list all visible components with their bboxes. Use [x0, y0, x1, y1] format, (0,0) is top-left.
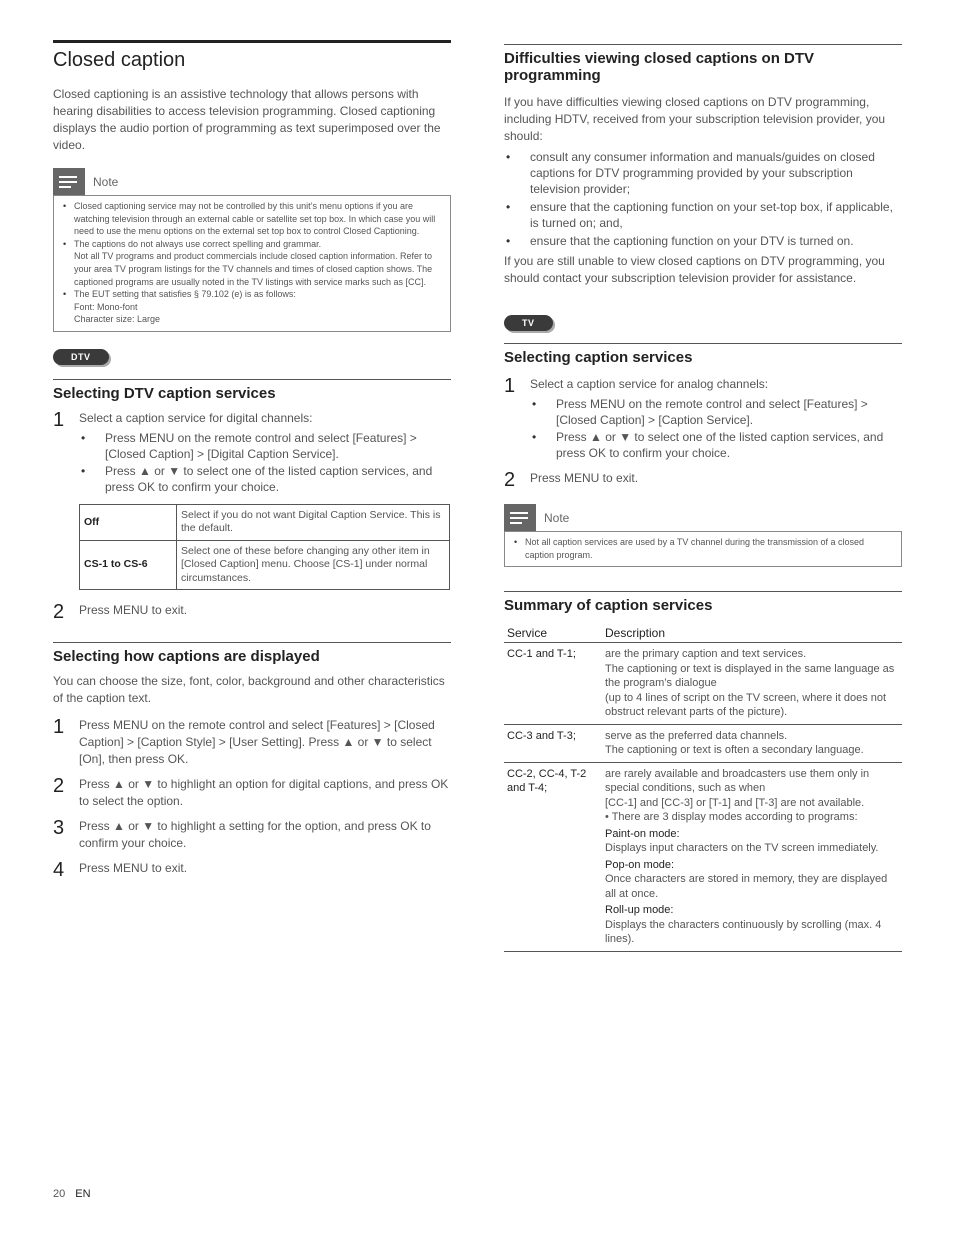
list-item: • ensure that the captioning function on your DTV is turned on.: [530, 233, 902, 249]
table-row: [80, 504, 450, 540]
mode-name: Pop-on mode:: [605, 858, 675, 871]
table-cell-key: CS-1 to CS-6: [80, 540, 177, 590]
table-row: [80, 540, 450, 590]
sub-item: • Press ▲ or ▼ to select one of the listed caption services, and press OK to confirm your choice.: [105, 463, 451, 495]
description-cell: [602, 762, 902, 951]
description-line: • There are 3 display modes according to programs:: [605, 811, 858, 824]
step-text: Press ▲ or ▼ to highlight an option for digital captions, and press OK to select the option.: [79, 777, 449, 809]
right-column: [504, 44, 902, 952]
table-cell-key: Off: [80, 504, 177, 540]
tv-badge-wrap: [504, 313, 902, 331]
section-title: Selecting how captions are displayed: [53, 642, 451, 665]
service-cell: CC-3 and T-3;: [504, 724, 602, 762]
description-line: [CC-1] and [CC-3] or [T-1] and [T-3] are not available.: [605, 796, 865, 809]
section-intro: You can choose the size, font, color, background and other characteristics of the caption text.: [53, 674, 445, 706]
list-item: • consult any consumer information and manuals/guides on closed captions for DTV programming provided by your subscription television provider;: [530, 149, 902, 197]
summary-section: [504, 591, 902, 952]
mode-name: Roll-up mode:: [605, 904, 674, 917]
table-row: [504, 643, 902, 725]
section-title: Difficulties viewing closed captions on DTV programming: [504, 44, 902, 84]
difficulties-list: [504, 149, 902, 249]
note-header: [53, 168, 451, 195]
step-text: Press ▲ or ▼ to highlight a setting for the option, and press OK to confirm your choice.: [79, 819, 431, 851]
step: [53, 818, 451, 852]
step-number: 3: [53, 817, 65, 840]
page-number: 20: [53, 1188, 66, 1200]
dtv-badge-wrap: [53, 347, 451, 365]
step-number: 2: [53, 601, 65, 624]
step: [53, 860, 451, 880]
note-item: • Closed captioning service may not be controlled by this unit’s menu options if you are watching television through an external cable or satellite set top box. In which case you will need to use the menu options on the external set top box to control Closed Captioning.: [74, 200, 442, 238]
sub-item: • Press MENU on the remote control and select [Features] > [Closed Caption] > [Caption Service].: [556, 396, 902, 428]
sub-list: [79, 430, 451, 495]
description-line: are rarely available and broadcasters use them only in special conditions, such as when: [605, 767, 870, 795]
step-text: Select a caption service for analog channels:: [530, 377, 769, 391]
step-number: 2: [504, 469, 516, 491]
mode-description: Displays the characters continuously by scrolling (max. 4 lines).: [605, 918, 882, 946]
column-header: Description: [602, 626, 902, 643]
step: [53, 717, 451, 768]
note-item: • The captions do not always use correct spelling and grammar.: [74, 238, 442, 251]
table-cell-desc: Select if you do not want Digital Caption Service. This is the default.: [177, 504, 450, 540]
service-cell: CC-2, CC-4, T-2 and T-4;: [504, 762, 602, 951]
note-label: Note: [544, 510, 570, 525]
mode-description: Displays input characters on the TV screen immediately.: [605, 842, 879, 855]
intro-text: Closed captioning is an assistive technology that allows persons with hearing disabilities to access television programming. Closed captioning displays the audio portion of programming as text superimposed over the video.: [53, 87, 441, 152]
title-rule: [53, 40, 451, 72]
page-footer: [53, 1188, 91, 1200]
step-text: Press MENU to exit.: [530, 471, 639, 485]
left-column: [53, 40, 451, 880]
service-cell: CC-1 and T-1;: [504, 643, 602, 725]
description-line: serve as the preferred data channels.: [605, 729, 788, 742]
description-line: (up to 4 lines of script on the TV screen, where it does not obstruct relevant parts of the picture).: [605, 691, 887, 719]
dtv-section: [53, 379, 451, 623]
dtv-badge: DTV: [53, 349, 109, 365]
list-item: • ensure that the captioning function on your set-top box, if applicable, is turned on; and,: [530, 199, 902, 231]
description-line: The captioning or text is displayed in the same language as the program’s dialogue: [605, 662, 895, 690]
column-header: Service: [504, 626, 602, 643]
step-text: Press MENU to exit.: [79, 861, 188, 876]
section-intro: If you have difficulties viewing closed captions on DTV programming, including HDTV, received from your subscription television provider, you should:: [504, 95, 886, 143]
note-box: [53, 195, 451, 332]
step-number: 4: [53, 859, 65, 882]
section-title: Summary of caption services: [504, 591, 902, 614]
step-text: Select a caption service for digital channels:: [79, 410, 313, 425]
language-code: EN: [75, 1188, 91, 1200]
mode-description: Once characters are stored in memory, they are displayed all at once.: [605, 873, 888, 900]
table-row: [504, 762, 902, 951]
sub-list: [530, 396, 902, 461]
table-cell-desc: Select one of these before changing any other item in [Closed Caption] menu. Choose [CS-1] under normal circumstances.: [177, 540, 450, 590]
step: [53, 410, 451, 496]
description-line: The captioning or text is often a secondary language.: [605, 744, 864, 757]
section-title: Selecting DTV caption services: [53, 379, 451, 402]
note-icon: [53, 168, 85, 195]
step: [504, 470, 902, 490]
step: [53, 602, 451, 622]
description-cell: [602, 643, 902, 725]
note-icon: [504, 504, 536, 531]
note-item-font: Font: Mono-font: [74, 301, 138, 312]
display-section: [53, 642, 451, 880]
note-item: • Not all caption services are used by a TV channel during the transmission of a closed caption program.: [525, 536, 893, 561]
step-text: Press MENU on the remote control and select [Features] > [Closed Caption] > [Caption Style] > [User Setting]. Press ▲ or ▼ to select [On], then press OK.: [79, 718, 435, 767]
tv-section: [504, 343, 902, 490]
note-label: Note: [93, 174, 119, 189]
mode-name: Paint-on mode:: [605, 827, 680, 840]
note-header: [504, 504, 902, 531]
table-header-row: [504, 626, 902, 643]
note-item: • The EUT setting that satisfies § 79.102 (e) is as follows:: [74, 288, 442, 301]
sub-item: • Press ▲ or ▼ to select one of the listed caption services, and press OK to confirm your choice.: [556, 429, 902, 461]
step-number: 1: [504, 375, 516, 397]
step: [53, 776, 451, 810]
note-item-continued: Not all TV programs and product commercials include closed caption information. Refer to your area TV program listings for the TV channels and times of closed caption shows. The captioned programs are usually noted in the TV listings with service marks such as [CC].: [74, 251, 433, 287]
step-number: 1: [53, 716, 65, 739]
description-line: are the primary caption and text services.: [605, 648, 807, 661]
step-number: 2: [53, 775, 65, 798]
step-text: Press MENU to exit.: [79, 603, 188, 618]
note-item-size: Character size: Large: [74, 314, 161, 325]
table-row: [504, 724, 902, 762]
section-outro: If you are still unable to view closed captions on DTV programming, you should contact your subscription television provider for assistance.: [504, 254, 885, 285]
step-number: 1: [53, 408, 65, 431]
tv-badge: TV: [504, 315, 553, 331]
dtv-options-table: [79, 504, 450, 591]
page-title: Closed caption: [53, 49, 186, 71]
note-box: [504, 531, 902, 567]
summary-table: [504, 626, 902, 952]
description-cell: [602, 724, 902, 762]
step: [504, 376, 902, 462]
section-title: Selecting caption services: [504, 343, 902, 366]
sub-item: • Press MENU on the remote control and select [Features] > [Closed Caption] > [Digital Caption Service].: [105, 430, 451, 462]
